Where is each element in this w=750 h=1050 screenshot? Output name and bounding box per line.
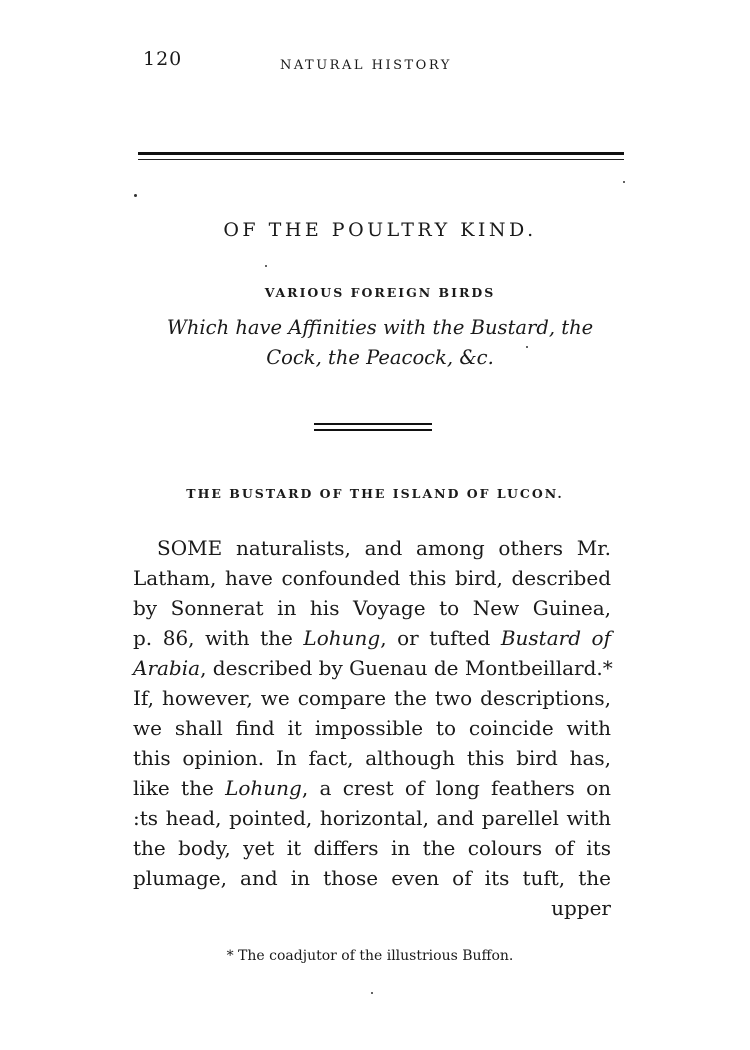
- body-line: [133, 893, 611, 923]
- text-run: by Sonnerat in his Voyage to New Guinea,: [133, 596, 611, 620]
- section-heading: THE BUSTARD OF THE ISLAND OF LUCON.: [186, 486, 564, 501]
- text-run: , or tufted: [380, 626, 501, 650]
- footnote: * The coadjutor of the illustrious Buffon.: [226, 948, 514, 964]
- text-run: , a crest of long feathers on: [301, 776, 611, 800]
- body-line: [133, 803, 611, 833]
- text-run: SOME naturalists, and among others Mr.: [157, 536, 611, 560]
- chapter-italic-subtitle: [140, 313, 620, 373]
- ink-speck: [265, 265, 267, 267]
- header-rule-thick: [138, 152, 624, 155]
- italic-line: Cock, the Peacock, &c.: [266, 346, 494, 369]
- body-line: [133, 773, 611, 803]
- body-line: [133, 623, 611, 653]
- text-run: this opinion. In fact, although this bird has,: [133, 746, 611, 770]
- text-run: p. 86, with the: [133, 626, 304, 650]
- header-rule-thin: [138, 159, 624, 160]
- text-run: :ts head, pointed, horizontal, and parellel with: [133, 806, 611, 830]
- text-run: like the: [133, 776, 226, 800]
- body-line: [133, 713, 611, 743]
- body-text: [133, 533, 611, 923]
- body-line: [133, 743, 611, 773]
- body-line: [133, 593, 611, 623]
- italic-text: Arabia: [133, 656, 201, 680]
- ink-speck: [623, 181, 625, 183]
- text-run: we shall find it impossible to coincide with: [133, 716, 611, 740]
- italic-line: Which have Affinities with the Bustard, the: [166, 316, 594, 339]
- italic-text: Bustard of: [500, 626, 611, 650]
- text-run: plumage, and in those even of its tuft, the: [133, 866, 611, 890]
- text-run: upper: [551, 896, 611, 920]
- body-line: [133, 833, 611, 863]
- running-head: NATURAL HISTORY: [280, 58, 452, 73]
- italic-text: Lohung: [303, 626, 381, 650]
- text-run: If, however, we compare the two descriptions,: [133, 686, 611, 710]
- section-rule-bottom: [314, 429, 432, 431]
- page-number: 120: [143, 48, 183, 70]
- text-run: the body, yet it differs in the colours of its: [133, 836, 611, 860]
- text-run: , described by Guenau de Montbeillard.*: [200, 656, 613, 680]
- ink-speck: [134, 194, 137, 197]
- body-line: [133, 533, 611, 563]
- chapter-title: OF THE POULTRY KIND.: [223, 219, 537, 241]
- section-rule-top: [314, 423, 432, 425]
- chapter-subtitle: VARIOUS FOREIGN BIRDS: [264, 285, 496, 300]
- body-line: [133, 683, 611, 713]
- italic-text: Lohung: [225, 776, 302, 800]
- text-run: Latham, have confounded this bird, described: [133, 566, 611, 590]
- body-line: [133, 563, 611, 593]
- body-line: [133, 653, 611, 683]
- body-line: [133, 863, 611, 893]
- ink-speck: [371, 992, 373, 994]
